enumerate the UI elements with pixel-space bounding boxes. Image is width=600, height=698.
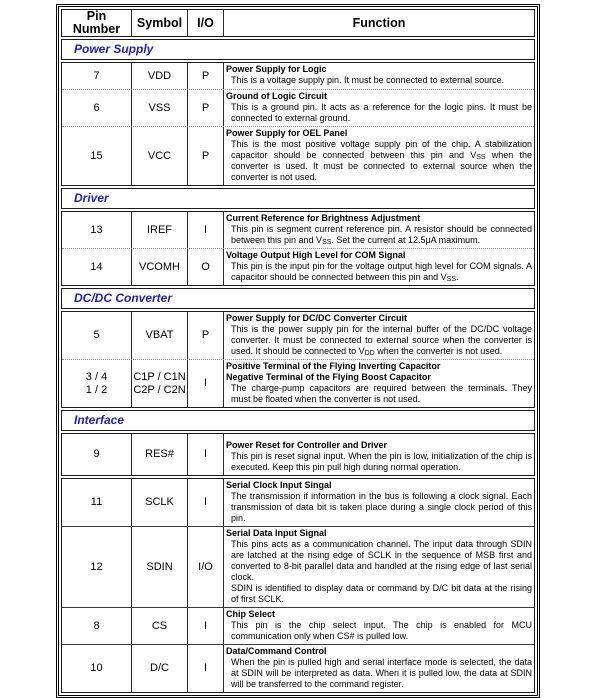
symbol-cell: SDIN xyxy=(132,527,188,607)
symbol-line-1: C1P / C1N xyxy=(133,370,186,383)
pin-number-cell xyxy=(62,360,132,407)
io-cell: I xyxy=(188,645,224,692)
io-cell: P xyxy=(188,90,224,126)
pin-number-cell: 8 xyxy=(62,608,132,644)
symbol-cell xyxy=(132,360,188,407)
function-title: Serial Data Input Signal xyxy=(226,528,327,538)
function-title: Positive Terminal of the Flying Inverting Capacitor xyxy=(226,361,441,371)
pin-number-cell: 7 xyxy=(62,63,132,89)
symbol-cell: VCC xyxy=(132,127,188,185)
function-body: This pins acts as a communication channel. The input data through SDIN are latched at the rising edge of SCLK in the sequence of MSB first and converted to 8-bit parallel data and handled at the rising edge of last serial clock. xyxy=(231,539,532,582)
pin-number-cell: 12 xyxy=(62,527,132,607)
function-body: This is the power supply pin for the internal buffer of the DC/DC voltage converter. It must be connected to external source when the converter is used. It should be connected to $V_{DD}$ when the converter is not used. xyxy=(231,324,532,357)
section-rows-driver xyxy=(61,211,535,286)
section-rows-dcdc-converter xyxy=(61,311,535,408)
function-title: Current Reference for Brightness Adjustment xyxy=(226,213,421,223)
section-header-interface xyxy=(61,410,535,431)
table-header-row xyxy=(61,9,535,37)
function-body: This pin is the chip select input. The chip is enabled for MCU communication only when CS# is pulled low. xyxy=(231,620,532,641)
function-title: Data/Command Control xyxy=(226,646,327,656)
section-header-driver xyxy=(61,188,535,209)
function-cell xyxy=(224,434,534,475)
function-cell xyxy=(224,63,534,89)
symbol-cell: VSS xyxy=(132,90,188,126)
function-cell xyxy=(224,312,534,359)
table-row-iref xyxy=(62,212,534,248)
function-title: Power Supply for Logic xyxy=(226,64,327,74)
section-row-res xyxy=(61,433,535,476)
pin-line-1: 3 / 4 xyxy=(85,370,108,383)
table-row-dc xyxy=(62,644,534,692)
function-title: Power Supply for DC/DC Converter Circuit xyxy=(226,313,408,323)
table-row-res xyxy=(62,434,534,475)
function-body: This pin is reset signal input. When the pin is low, initialization of the chip is executed. Keep this pin pull high during normal operation. xyxy=(231,451,532,472)
symbol-cell: SCLK xyxy=(132,479,188,526)
pin-number-cell: 10 xyxy=(62,645,132,692)
table-row-cs xyxy=(62,607,534,644)
function-cell xyxy=(224,212,534,248)
function-cell xyxy=(224,479,534,526)
function-body: This is a ground pin. It acts as a reference for the logic pins. It must be connected to external ground. xyxy=(231,102,532,123)
function-cell xyxy=(224,608,534,644)
function-title: Ground of Logic Circuit xyxy=(226,91,327,101)
function-cell xyxy=(224,360,534,407)
pin-number-cell: 9 xyxy=(62,434,132,475)
table-row-vcomh xyxy=(62,248,534,285)
symbol-cell: CS xyxy=(132,608,188,644)
symbol-cell: VBAT xyxy=(132,312,188,359)
section-title: Interface xyxy=(74,413,125,427)
function-cell xyxy=(224,527,534,607)
symbol-cell: VCOMH xyxy=(132,249,188,285)
io-cell: P xyxy=(188,312,224,359)
io-cell: I xyxy=(188,212,224,248)
function-title: Power Supply for OEL Panel xyxy=(226,128,348,138)
pin-number-cell: 5 xyxy=(62,312,132,359)
io-cell: P xyxy=(188,63,224,89)
io-cell: I xyxy=(188,360,224,407)
column-header-pin-number: Pin Number xyxy=(62,10,132,36)
section-title: DC/DC Converter xyxy=(74,291,173,305)
section-header-dcdc-converter xyxy=(61,288,535,309)
table-row-sdin xyxy=(62,526,534,607)
function-body: This pin is segment current reference pin. A resistor should be connected between this pin and $V_{SS}$. Set the current at 12.5μA maximum. xyxy=(231,224,532,246)
io-cell: I/O xyxy=(188,527,224,607)
pin-line-2: 1 / 2 xyxy=(85,383,108,396)
section-title: Driver xyxy=(74,191,109,205)
table-row-vcc xyxy=(62,126,534,185)
table-row-vdd xyxy=(62,63,534,89)
pin-description-table xyxy=(56,4,540,698)
table-row-vbat xyxy=(62,312,534,359)
function-title-2: Negative Terminal of the Flying Boost Capacitor xyxy=(226,372,431,382)
function-body: The charge-pump capacitors are required between the terminals. They must be floated when the converter is not used. xyxy=(231,383,532,404)
io-cell: I xyxy=(188,608,224,644)
function-title: Power Reset for Controller and Driver xyxy=(226,440,388,450)
function-body: This pin is the input pin for the voltage output high level for COM signals. A capacitor should be connected between this pin and $V_{SS}$. xyxy=(231,261,532,283)
function-title: Voltage Output High Level for COM Signal xyxy=(226,250,406,260)
table-row-vss xyxy=(62,89,534,126)
column-header-function: Function xyxy=(352,15,406,30)
symbol-cell: RES# xyxy=(132,434,188,475)
section-rows-power-supply xyxy=(61,62,535,186)
symbol-line-2: C2P / C2N xyxy=(133,383,186,396)
function-body: This is a voltage supply pin. It must be connected to external source. xyxy=(231,75,505,85)
io-cell: P xyxy=(188,127,224,185)
function-cell xyxy=(224,127,534,185)
function-title: Chip Select xyxy=(226,609,276,619)
function-body: This is the most positive voltage supply pin of the chip. A stabilization capacitor should be connected between this pin and $V_{SS}$ when the converter is used. It must be connected to external source when the converter is not used. xyxy=(231,139,532,182)
function-body: When the pin is pulled high and serial interface mode is selected, the data at SDIN will be interpreted as data. When it is pulled low, the data at SDIN will be transferred to the command register. xyxy=(231,657,532,689)
pin-number-cell: 6 xyxy=(62,90,132,126)
symbol-cell: IREF xyxy=(132,212,188,248)
function-cell xyxy=(224,645,534,692)
pin-number-cell: 14 xyxy=(62,249,132,285)
io-cell: I xyxy=(188,434,224,475)
function-cell xyxy=(224,90,534,126)
column-header-symbol: Symbol xyxy=(132,10,188,36)
function-body: The transmission if information in the bus is following a clock signal. Each transmission of data bit is taken place during a single clock period of this pin. xyxy=(231,491,532,523)
function-cell xyxy=(224,249,534,285)
function-title: Serial Clock Input Singal xyxy=(226,480,332,490)
symbol-cell: D/C xyxy=(132,645,188,692)
table-row-sclk xyxy=(62,479,534,526)
function-body-2: SDIN is identified to display data or command by D/C bit data at the rising of first SCLK. xyxy=(231,583,532,604)
io-cell: O xyxy=(188,249,224,285)
table-row-flying-capacitors xyxy=(62,359,534,407)
pin-number-cell: 15 xyxy=(62,127,132,185)
io-cell: I xyxy=(188,479,224,526)
column-header-io: I/O xyxy=(188,10,224,36)
section-title: Power Supply xyxy=(74,42,154,56)
pin-number-cell: 13 xyxy=(62,212,132,248)
section-header-power-supply xyxy=(61,39,535,60)
pin-number-cell: 11 xyxy=(62,479,132,526)
section-rows-interface xyxy=(61,478,535,693)
symbol-cell: VDD xyxy=(132,63,188,89)
